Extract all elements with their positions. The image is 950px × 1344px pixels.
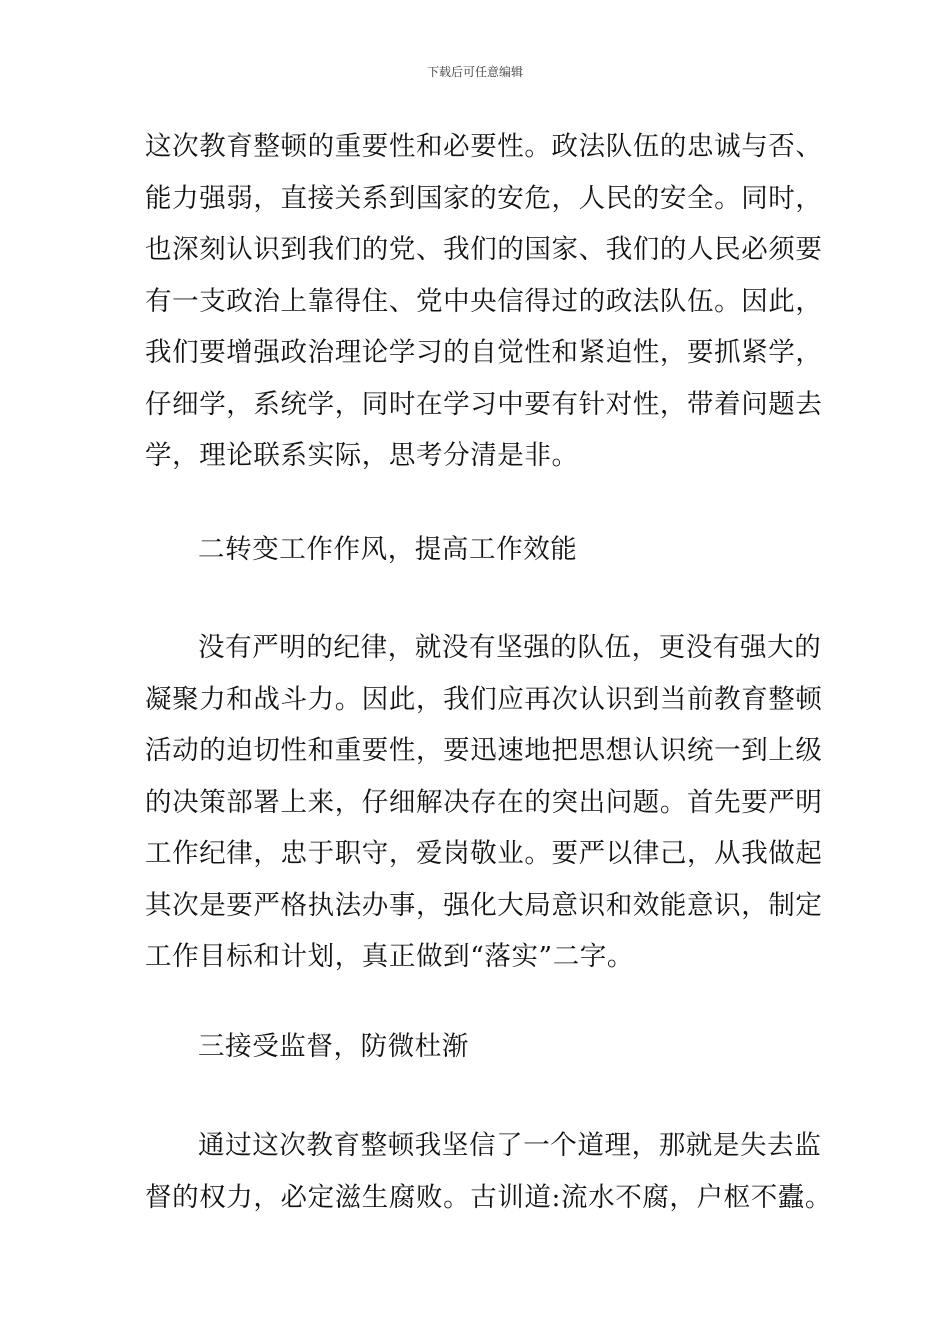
paragraph-line: 没有严明的纪律，就没有坚强的队伍，更没有强大的 (198, 632, 822, 663)
paragraph-line: 仔细学，系统学，同时在学习中要有针对性，带着问题去 (145, 388, 823, 420)
paragraph-supervision (145, 1120, 833, 1223)
section-heading-2: 二转变工作作风，提高工作效能 (198, 534, 578, 565)
paragraph-line: 能力强弱，直接关系到国家的安危，人民的安全。同时， (145, 182, 823, 214)
paragraph-line: 活动的迫切性和重要性，要迅速地把思想认识统一到上级 (145, 735, 823, 766)
paragraph-line: 督的权力，必定滋生腐败。古训道:流水不腐，户枢不蠹。 (145, 1181, 833, 1213)
paragraph-discipline (145, 622, 823, 983)
paragraph-line: 的决策部署上来，仔细解决存在的突出问题。首先要严明 (145, 786, 823, 818)
paragraph-line: 工作纪律，忠于职守，爱岗敬业。要严以律己，从我做起 (145, 838, 823, 869)
paragraph-line: 其次是要严格执法办事，强化大局意识和效能意识，制定 (145, 889, 823, 921)
paragraph-line: 这次教育整顿的重要性和必要性。政法队伍的忠诚与否、 (145, 131, 823, 162)
paragraph-line: 学，理论联系实际，思考分清是非。 (145, 440, 579, 471)
paragraph-line: 凝聚力和战斗力。因此，我们应再次认识到当前教育整顿 (145, 683, 823, 715)
paragraph-importance (145, 121, 823, 482)
section-heading-3: 三接受监督，防微杜渐 (198, 1031, 469, 1062)
page-header-note: 下载后可任意编辑 (426, 65, 523, 79)
paragraph-line: 有一支政治上靠得住、党中央信得过的政法队伍。因此， (145, 285, 823, 317)
paragraph-line: 我们要增强政治理论学习的自觉性和紧迫性，要抓紧学， (145, 337, 823, 368)
paragraph-line: 也深刻认识到我们的党、我们的国家、我们的人民必须要 (145, 234, 823, 265)
paragraph-line: 工作目标和计划，真正做到“落实”二字。 (145, 941, 634, 972)
paragraph-line: 通过这次教育整顿我坚信了一个道理，那就是失去监 (198, 1130, 822, 1161)
